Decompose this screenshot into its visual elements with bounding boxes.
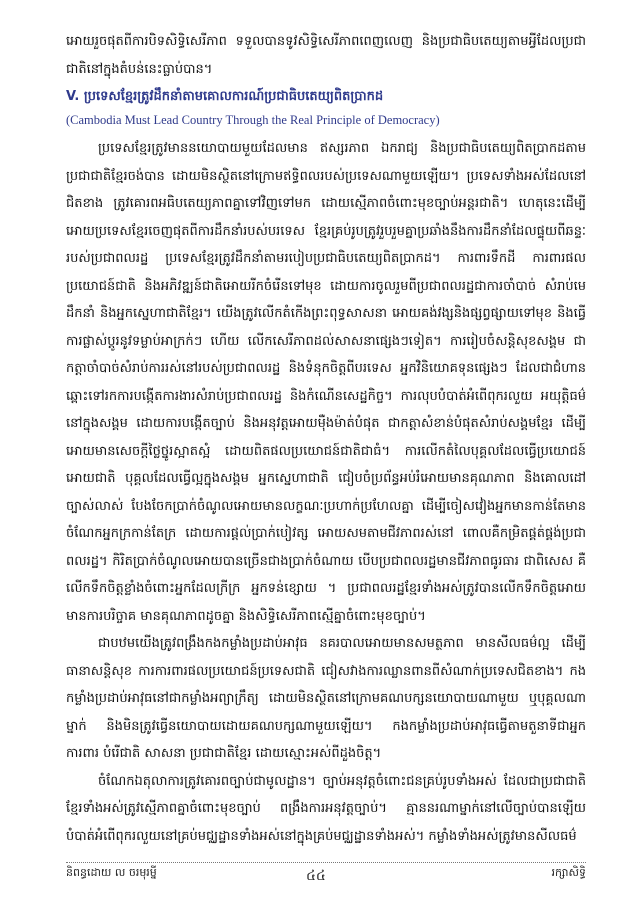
body-paragraph-3: ចំណែកឯតុលាការត្រូវគោរពច្បាប់ជាមូលដ្ឋាន។ ច្បាប់អនុវត្តចំពោះជនគ្រប់រូបទាំងអស់ ដែលជាប្រជាជាតិខ្មែរទាំងអស់ត្រូវស្មើភាពគ្នាចំពោះមុខច្បាប់ ពង្រឹងការអនុវត្តច្បាប់។ គ្មាននរណាម្នាក់នៅលើច្បាប់បានឡើយ បំបាត់អំពើពុករលួយនៅគ្រប់មជ្ឈដ្ឋានទាំងអស់នៅក្នុងគ្រប់មជ្ឈដ្ឋានទាំងអស់។ កម្លាំងទាំងអស់ត្រូវមានសីលធម៌ — [66, 773, 586, 844]
intro-paragraph: អោយរួចផុតពីការបិទសិទ្ធិសេរីភាព ទទួលបានទូវសិទ្ធិសេរីភាពពេញលេញ និងប្រជាធិបតេយ្យតាមអ្វីដែលប្រជាជាតិនៅក្នុងតំបន់នេះធ្លាប់បាន។ — [66, 34, 586, 77]
document-body — [66, 28, 586, 850]
body-paragraph-2: ជាបឋមយើងត្រូវពង្រឹងកងកម្លាំងប្រដាប់អាវុធ នគរបាលអោយមានសមត្ថភាព មានសីលធម៌ល្អ ដើម្បីធានាសន្តិសុខ ការការពារផលប្រយោជន៍ប្រទេសជាតិ ជៀសវាងការឈ្លានពានពីសំណាក់ប្រទេសជិតខាង។ កងកម្លាំងប្រដាប់អាវុធនៅជាកម្លាំងអព្យាក្រឹត្យ ដោយមិនស្ថិតនៅក្រោមគណបក្សនយោបាយណាមួយ ឬបុគ្គលណាម្នាក់ និងមិនត្រូវធ្វើនយោបាយដោយគណបក្សណាមួយឡើយ។ កងកម្លាំងប្រដាប់អាវុធធ្វើតាមតួនាទីជាអ្នកការពារ បំរើជាតិ សាសនា ប្រជាជាតិខ្មែរ ដោយស្មោះអស់ពីដួងចិត្ត។ — [66, 636, 586, 761]
footer-divider — [66, 862, 586, 863]
page-footer — [66, 866, 586, 884]
body-paragraph-1: ប្រទេសខ្មែរត្រូវមាននយោបាយមួយដែលមាន ឥស្សរភាព ឯករាជ្យ និងប្រជាធិបតេយ្យពិតប្រាកដតាមប្រជាជាតិខ្មែរចង់បាន ដោយមិនស្ថិតនៅក្រោមឥទ្ធិពលរបស់ប្រទេសណាមួយឡើយ។ ប្រទេសទាំងអស់ដែលនៅជិតខាង ត្រូវគោរពអធិបតេយ្យភាពគ្នាទៅវិញទៅមក ដោយស្មើភាពចំពោះមុខច្បាប់អន្តរជាតិ។ ហេតុនេះដើម្បីអោយប្រទេសខ្មែរចេញផុតពីការដឹកនាំរបស់បរទេស ខ្មែរគ្រប់រូបត្រូវរួបរួមគ្នាប្រឆាំងនឹងការដឹកនាំដែលផ្ទុយពីឆន្ទៈរបស់ប្រជាពលរដ្ឋ ប្រទេសខ្មែរត្រូវដឹកនាំតាមរបៀបប្រជាធិបតេយ្យពិតប្រាកដ។ ការពារទឹកដី ការពារផលប្រយោជន៍ជាតិ និងអភិវឌ្ឍន៍ជាតិអោយរីកចំរើនទៅមុខ ដោយការចូលរួមពីប្រជាពលរដ្ឋជាការចាំបាច់ សំរាប់មេដឹកនាំ និងអ្នកស្នេហាជាតិខ្មែរ។ យើងត្រូវលើកតំកើងព្រះពុទ្ធសាសនា អោយគង់វង្សនិងផ្សព្វផ្សាយទៅមុខ និងធ្វើការផ្លាស់ប្តូរនូវទម្លាប់អាក្រក់ៗ ហើយ លើកសេរីភាពដល់សាសនាផ្សេងៗទៀត។ ការរៀបចំសន្តិសុខសង្គម ជាកត្តាចាំបាច់សំរាប់ការរស់នៅរបស់ប្រជាពលរដ្ឋ និងទំនុកចិត្តពីបរទេស អ្នកវិនិយោគទុនផ្សេងៗ ដែលជាជំហានឆ្ពោះទៅរកការបង្កើតការងារសំរាប់ប្រជាពលរដ្ឋ និងកំណើនសេដ្ឋកិច្ច។ ការលុបបំបាត់អំពើពុករលួយ អយុត្តិធម៌នៅក្នុងសង្គម ដោយការបង្កើតច្បាប់ និងអនុវត្តអោយម៉ឺងម៉ាត់បំផុត ជាកត្តាសំខាន់បំផុតសំរាប់សង្គមខ្មែរ ដើម្បីអោយមានសេចក្តីថ្លៃថ្នូរស្អាតស្អំ ដោយពិតផលប្រយោជន៍ជាតិជាធំ។ ការលើកតំលៃបុគ្គលដែលធ្វើប្រយោជន៍អោយជាតិ បុគ្គលដែលធ្វើល្អក្នុងសង្គម អ្នកស្នេហាជាតិ ជៀបចំប្រព័ន្ធអប់រំអោយមានគុណភាព និងគោលដៅច្បាស់លាស់ បែងចែកប្រាក់ចំណូលអោយមានលក្ខណៈប្រហាក់ប្រហែលគ្នា ដើម្បីចៀសវៀងអ្នកមានកាន់តែមាន ចំណែកអ្នកក្រកាន់តែក្រ ដោយការផ្តល់ប្រាក់បៀវត្ស អោយសមតាមជីវភាពរស់នៅ ពោលគឺកម្រិតផ្គត់ផ្គង់ប្រជាពលរដ្ឋ។ កិរិតប្រាក់ចំណូលអោយបានច្រើនជាងប្រាក់ចំណាយ បើបប្រជាពលរដ្ឋមានជីវភាពធូរធារ ជាពិសេស គឺលើកទឹកចិត្តខ្លាំងចំពោះអ្នកដែលក្រីក្រ អ្នកទន់ខ្សោយ ។ ប្រជាពលរដ្ឋខ្មែរទាំងអស់ត្រូវបានលើកទឹកចិត្តអោយមានការបរិច្ចាគ មានគុណភាពដូចគ្នា និងសិទ្ធិសេរីភាពស្មើគ្នាចំពោះមុខច្បាប់។ — [66, 141, 586, 624]
section-heading: V. ប្រទេសខ្មែរត្រូវដឹកនាំតាមគោលការណ៍ប្រជាធិបតេយ្យពិតប្រាកដ — [66, 89, 384, 104]
page-number: ៤៤ — [306, 868, 326, 884]
footer-copyright: រក្សាសិទ្ធិ — [551, 866, 586, 879]
footer-author: និពន្ធដោយ ល ចរមុរម្នី — [66, 866, 157, 879]
section-subheading: (Cambodia Must Lead Country Through the Real Principle of Democracy) — [66, 113, 440, 127]
